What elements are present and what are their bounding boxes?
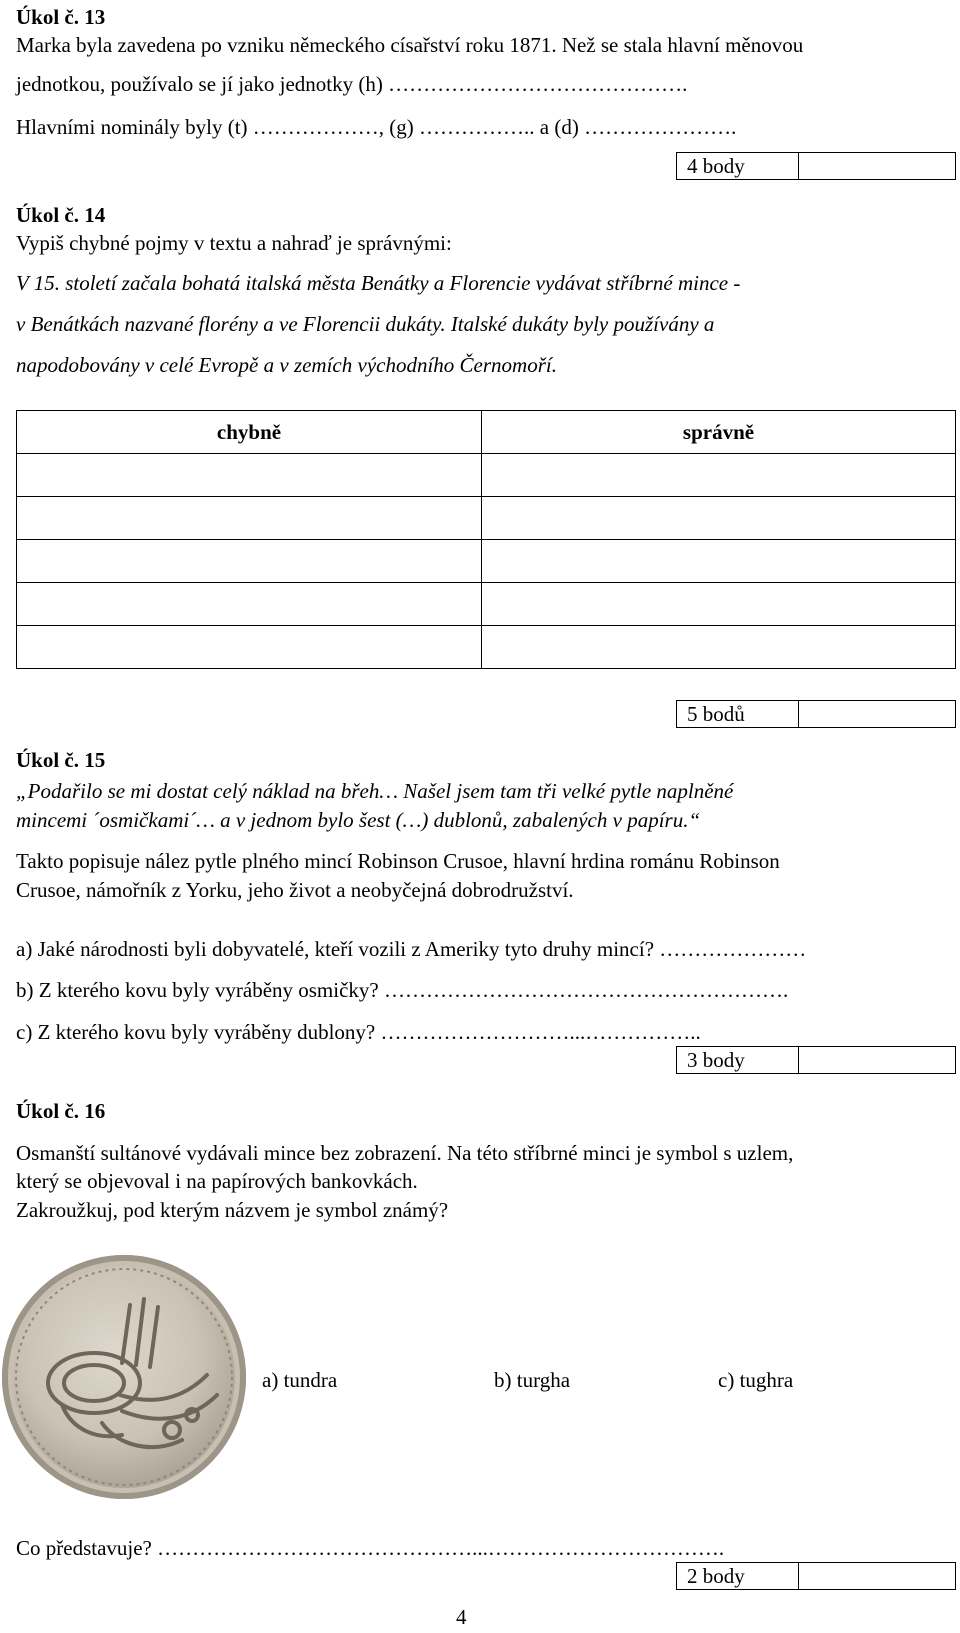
task16-line3: Zakroužkuj, pod kterým názvem je symbol známý? bbox=[16, 1198, 449, 1222]
column-header-wrong: chybně bbox=[17, 411, 482, 454]
option-a[interactable]: a) tundra bbox=[262, 1368, 338, 1392]
tughra-icon bbox=[2, 1255, 246, 1499]
table-row bbox=[17, 626, 956, 669]
page-number: 4 bbox=[456, 1605, 467, 1629]
task13-score-box bbox=[676, 152, 956, 180]
task13-line3: Hlavními nominály byly (t) ………………, (g) …………….. a (d) …………………. bbox=[16, 115, 737, 139]
wrong-cell[interactable] bbox=[17, 454, 482, 497]
task16-score-label: 2 body bbox=[677, 1563, 799, 1589]
task13-line2: jednotkou, používalo se jí jako jednotky (h) ……………………………………. bbox=[16, 72, 688, 96]
table-row bbox=[17, 497, 956, 540]
task14-instruction: Vypiš chybné pojmy v textu a nahraď je správnými: bbox=[16, 231, 452, 255]
wrong-cell[interactable] bbox=[17, 583, 482, 626]
right-cell[interactable] bbox=[482, 626, 956, 669]
right-cell[interactable] bbox=[482, 540, 956, 583]
task16-heading: Úkol č. 16 bbox=[16, 1099, 106, 1123]
task15-score-field[interactable] bbox=[799, 1047, 955, 1073]
task14-text-line2: v Benátkách nazvané florény a ve Florencii dukáty. Italské dukáty byly používány a bbox=[16, 312, 715, 336]
wrong-cell[interactable] bbox=[17, 540, 482, 583]
task14-score-field[interactable] bbox=[799, 701, 955, 727]
corrections-table bbox=[16, 410, 956, 669]
wrong-cell[interactable] bbox=[17, 626, 482, 669]
task14-text-line3: napodobovány v celé Evropě a v zemích východního Černomoří. bbox=[16, 353, 557, 377]
task16-question: Co představuje? ………………………………………...……………………………. bbox=[16, 1536, 725, 1560]
task14-score-label: 5 bodů bbox=[677, 701, 799, 727]
right-cell[interactable] bbox=[482, 454, 956, 497]
table-header-row bbox=[17, 411, 956, 454]
table-row bbox=[17, 454, 956, 497]
task15-para-line2: Crusoe, námořník z Yorku, jeho život a neobyčejná dobrodružství. bbox=[16, 878, 574, 902]
option-c[interactable]: c) tughra bbox=[718, 1368, 794, 1392]
task15-score-box bbox=[676, 1046, 956, 1074]
task14-score-box bbox=[676, 700, 956, 728]
task15-question-b: b) Z kterého kovu byly vyráběny osmičky? …………………………………………………. bbox=[16, 978, 789, 1002]
task16-score-box bbox=[676, 1562, 956, 1590]
right-cell[interactable] bbox=[482, 583, 956, 626]
task15-quote-line2: mincemi ´osmičkami´… a v jednom bylo šest (…) dublonů, zabalených v papíru.“ bbox=[16, 808, 701, 832]
task15-para-line1: Takto popisuje nález pytle plného mincí Robinson Crusoe, hlavní hrdina románu Robinson bbox=[16, 849, 780, 873]
right-cell[interactable] bbox=[482, 497, 956, 540]
table-row bbox=[17, 540, 956, 583]
task15-question-c: c) Z kterého kovu byly vyráběny dublony? ………………………...…………….. bbox=[16, 1020, 701, 1044]
task13-score-field[interactable] bbox=[799, 153, 955, 179]
task13-heading: Úkol č. 13 bbox=[16, 5, 106, 29]
task13-score-label: 4 body bbox=[677, 153, 799, 179]
table-row bbox=[17, 583, 956, 626]
task16-line2: který se objevoval i na papírových bankovkách. bbox=[16, 1169, 418, 1193]
task15-heading: Úkol č. 15 bbox=[16, 748, 106, 772]
task15-quote-line1: „Podařilo se mi dostat celý náklad na břeh… Našel jsem tam tři velké pytle naplněné bbox=[16, 779, 734, 803]
task13-line1: Marka byla zavedena po vzniku německého císařství roku 1871. Než se stala hlavní měnovou bbox=[16, 33, 804, 57]
column-header-right: správně bbox=[482, 411, 956, 454]
wrong-cell[interactable] bbox=[17, 497, 482, 540]
task16-line1: Osmanští sultánové vydávali mince bez zobrazení. Na této stříbrné minci je symbol s uzlem, bbox=[16, 1141, 794, 1165]
option-b[interactable]: b) turgha bbox=[494, 1368, 571, 1392]
task14-text-line1: V 15. století začala bohatá italská města Benátky a Florencie vydávat stříbrné mince - bbox=[16, 271, 741, 295]
task15-score-label: 3 body bbox=[677, 1047, 799, 1073]
task16-score-field[interactable] bbox=[799, 1563, 955, 1589]
task15-question-a: a) Jaké národnosti byli dobyvatelé, kteří vozili z Ameriky tyto druhy mincí? ………………… bbox=[16, 937, 807, 961]
task14-heading: Úkol č. 14 bbox=[16, 203, 106, 227]
ottoman-coin-image bbox=[2, 1255, 246, 1499]
